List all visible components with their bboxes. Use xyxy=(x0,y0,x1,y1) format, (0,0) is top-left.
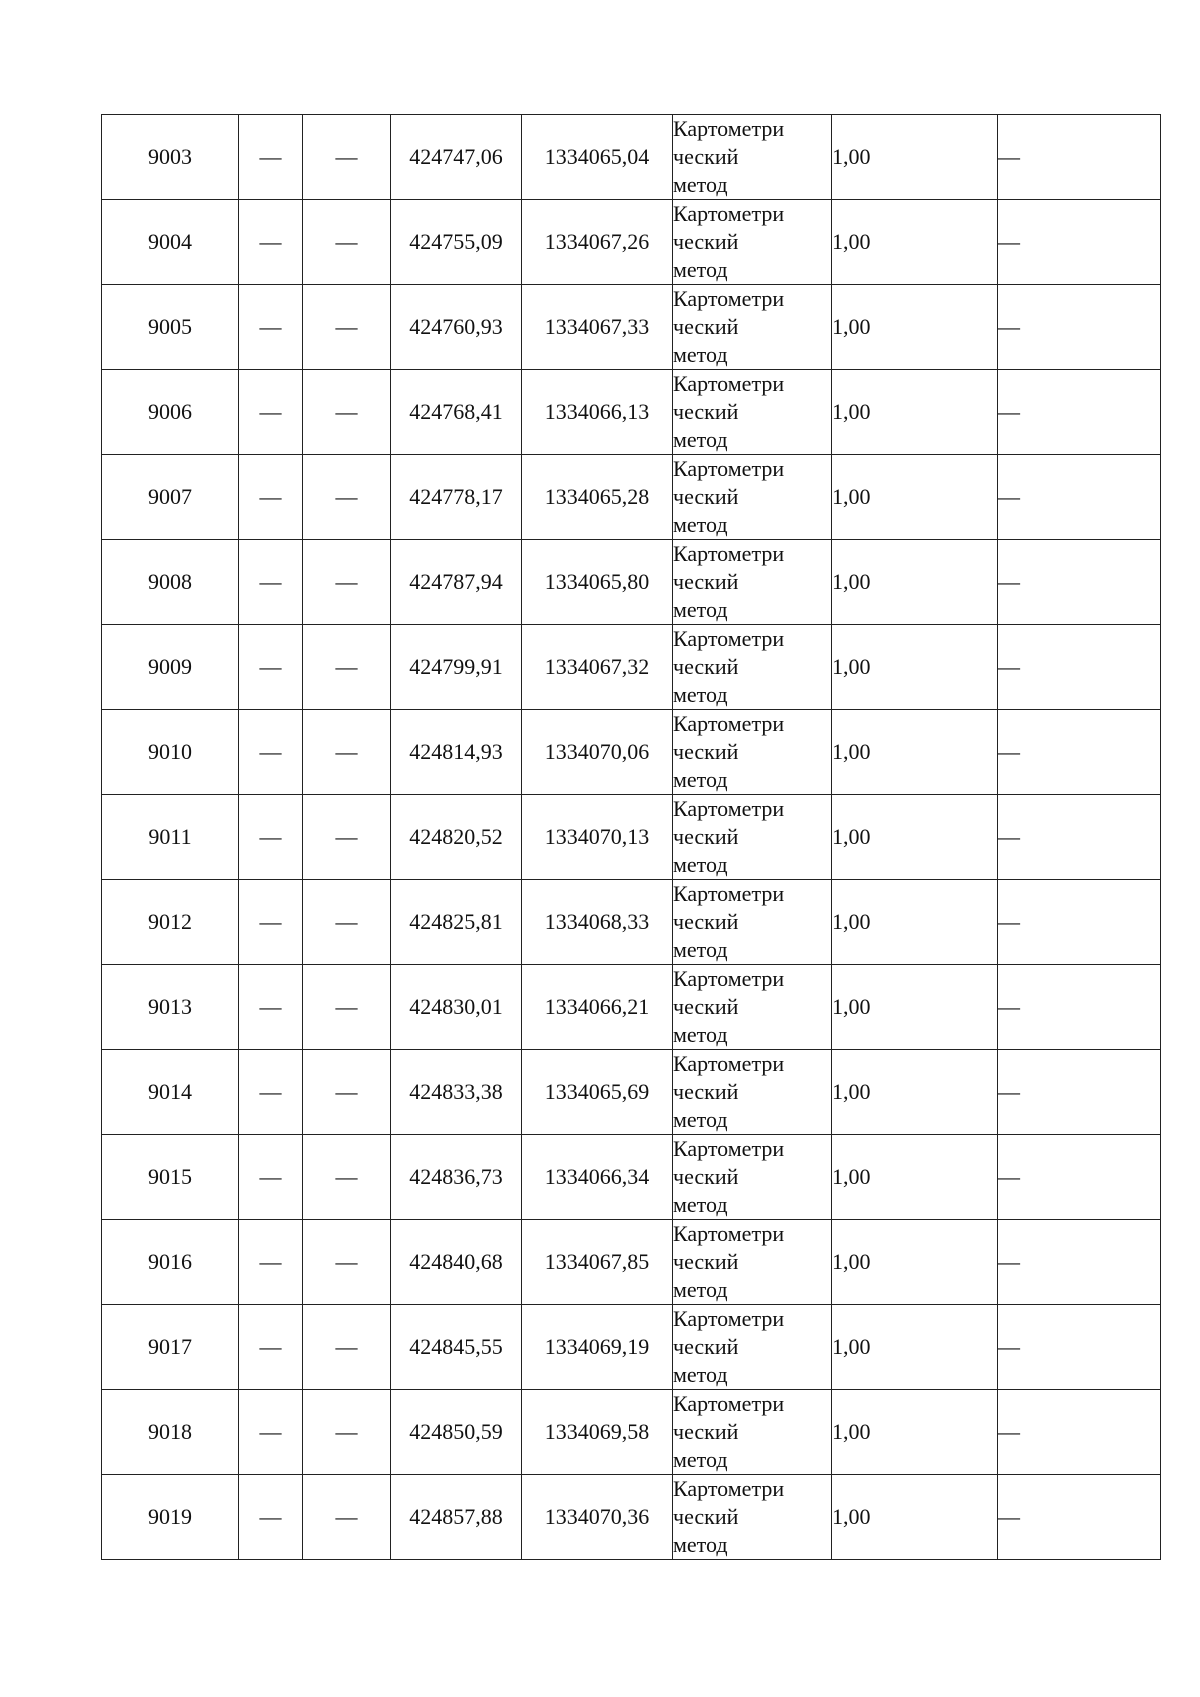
description-cell: — xyxy=(998,1220,1161,1305)
method-text-line: Картометри xyxy=(673,881,785,906)
method-text-line: ческий xyxy=(673,1334,739,1359)
description-cell: — xyxy=(998,1050,1161,1135)
y-coordinate-cell: 1334067,85 xyxy=(522,1220,673,1305)
method-text-line: метод xyxy=(673,597,728,622)
description-cell: — xyxy=(998,710,1161,795)
method-text-line: метод xyxy=(673,1277,728,1302)
empty-dash-cell: — xyxy=(303,625,391,710)
point-number-cell: 9009 xyxy=(102,625,239,710)
method-text-line: ческий xyxy=(673,1249,739,1274)
x-coordinate-cell: 424747,06 xyxy=(391,115,522,200)
method-text-line: Картометри xyxy=(673,1306,785,1331)
method-text-line: Картометри xyxy=(673,286,785,311)
x-coordinate-cell: 424814,93 xyxy=(391,710,522,795)
method-cell xyxy=(673,1390,832,1475)
empty-dash-cell: — xyxy=(239,710,303,795)
method-text-line: метод xyxy=(673,767,728,792)
accuracy-cell: 1,00 xyxy=(832,455,998,540)
method-cell xyxy=(673,965,832,1050)
empty-dash-cell: — xyxy=(303,1135,391,1220)
accuracy-cell: 1,00 xyxy=(832,285,998,370)
empty-dash-cell: — xyxy=(239,1135,303,1220)
x-coordinate-cell: 424836,73 xyxy=(391,1135,522,1220)
method-text-line: ческий xyxy=(673,229,739,254)
x-coordinate-cell: 424845,55 xyxy=(391,1305,522,1390)
empty-dash-cell: — xyxy=(239,115,303,200)
method-cell xyxy=(673,710,832,795)
point-number-cell: 9005 xyxy=(102,285,239,370)
accuracy-cell: 1,00 xyxy=(832,540,998,625)
y-coordinate-cell: 1334066,34 xyxy=(522,1135,673,1220)
method-text-line: метод xyxy=(673,172,728,197)
accuracy-cell: 1,00 xyxy=(832,200,998,285)
accuracy-cell: 1,00 xyxy=(832,1050,998,1135)
method-cell xyxy=(673,1475,832,1560)
method-text-line: Картометри xyxy=(673,711,785,736)
method-cell xyxy=(673,1220,832,1305)
method-cell xyxy=(673,115,832,200)
y-coordinate-cell: 1334066,13 xyxy=(522,370,673,455)
method-text-line: Картометри xyxy=(673,1391,785,1416)
description-cell: — xyxy=(998,1135,1161,1220)
empty-dash-cell: — xyxy=(239,285,303,370)
point-number-cell: 9012 xyxy=(102,880,239,965)
point-number-cell: 9006 xyxy=(102,370,239,455)
method-text-line: метод xyxy=(673,937,728,962)
table-row xyxy=(102,625,1161,710)
table-row xyxy=(102,540,1161,625)
table-row xyxy=(102,1135,1161,1220)
description-cell: — xyxy=(998,625,1161,710)
method-text-line: метод xyxy=(673,1447,728,1472)
y-coordinate-cell: 1334065,69 xyxy=(522,1050,673,1135)
method-cell xyxy=(673,625,832,710)
method-text-line: метод xyxy=(673,1362,728,1387)
point-number-cell: 9008 xyxy=(102,540,239,625)
accuracy-cell: 1,00 xyxy=(832,1475,998,1560)
point-number-cell: 9018 xyxy=(102,1390,239,1475)
coordinates-table-body xyxy=(102,115,1161,1560)
table-row xyxy=(102,455,1161,540)
empty-dash-cell: — xyxy=(239,880,303,965)
empty-dash-cell: — xyxy=(303,880,391,965)
x-coordinate-cell: 424755,09 xyxy=(391,200,522,285)
empty-dash-cell: — xyxy=(303,1475,391,1560)
point-number-cell: 9015 xyxy=(102,1135,239,1220)
empty-dash-cell: — xyxy=(303,710,391,795)
method-text-line: ческий xyxy=(673,314,739,339)
x-coordinate-cell: 424778,17 xyxy=(391,455,522,540)
accuracy-cell: 1,00 xyxy=(832,1305,998,1390)
accuracy-cell: 1,00 xyxy=(832,880,998,965)
table-row xyxy=(102,1305,1161,1390)
y-coordinate-cell: 1334069,58 xyxy=(522,1390,673,1475)
x-coordinate-cell: 424820,52 xyxy=(391,795,522,880)
table-row xyxy=(102,1050,1161,1135)
method-text-line: метод xyxy=(673,1192,728,1217)
description-cell: — xyxy=(998,965,1161,1050)
method-cell xyxy=(673,540,832,625)
point-number-cell: 9011 xyxy=(102,795,239,880)
y-coordinate-cell: 1334065,04 xyxy=(522,115,673,200)
coordinates-table xyxy=(101,114,1161,1560)
description-cell: — xyxy=(998,455,1161,540)
description-cell: — xyxy=(998,1475,1161,1560)
x-coordinate-cell: 424825,81 xyxy=(391,880,522,965)
y-coordinate-cell: 1334066,21 xyxy=(522,965,673,1050)
method-text-line: метод xyxy=(673,257,728,282)
description-cell: — xyxy=(998,115,1161,200)
empty-dash-cell: — xyxy=(303,200,391,285)
method-text-line: ческий xyxy=(673,739,739,764)
method-text-line: Картометри xyxy=(673,626,785,651)
y-coordinate-cell: 1334070,06 xyxy=(522,710,673,795)
empty-dash-cell: — xyxy=(239,965,303,1050)
description-cell: — xyxy=(998,1390,1161,1475)
description-cell: — xyxy=(998,285,1161,370)
method-text-line: метод xyxy=(673,342,728,367)
accuracy-cell: 1,00 xyxy=(832,1135,998,1220)
table-row xyxy=(102,880,1161,965)
method-text-line: Картометри xyxy=(673,456,785,481)
method-text-line: Картометри xyxy=(673,1136,785,1161)
method-text-line: метод xyxy=(673,682,728,707)
accuracy-cell: 1,00 xyxy=(832,965,998,1050)
method-text-line: Картометри xyxy=(673,541,785,566)
x-coordinate-cell: 424833,38 xyxy=(391,1050,522,1135)
empty-dash-cell: — xyxy=(239,1475,303,1560)
table-row xyxy=(102,795,1161,880)
empty-dash-cell: — xyxy=(303,455,391,540)
x-coordinate-cell: 424850,59 xyxy=(391,1390,522,1475)
empty-dash-cell: — xyxy=(239,1050,303,1135)
y-coordinate-cell: 1334069,19 xyxy=(522,1305,673,1390)
method-text-line: ческий xyxy=(673,399,739,424)
method-text-line: Картометри xyxy=(673,966,785,991)
empty-dash-cell: — xyxy=(303,795,391,880)
point-number-cell: 9004 xyxy=(102,200,239,285)
accuracy-cell: 1,00 xyxy=(832,625,998,710)
table-row xyxy=(102,710,1161,795)
description-cell: — xyxy=(998,880,1161,965)
accuracy-cell: 1,00 xyxy=(832,115,998,200)
point-number-cell: 9010 xyxy=(102,710,239,795)
table-row xyxy=(102,370,1161,455)
point-number-cell: 9016 xyxy=(102,1220,239,1305)
table-row xyxy=(102,965,1161,1050)
method-text-line: Картометри xyxy=(673,116,785,141)
method-text-line: Картометри xyxy=(673,201,785,226)
empty-dash-cell: — xyxy=(303,370,391,455)
description-cell: — xyxy=(998,540,1161,625)
accuracy-cell: 1,00 xyxy=(832,710,998,795)
empty-dash-cell: — xyxy=(239,540,303,625)
y-coordinate-cell: 1334067,32 xyxy=(522,625,673,710)
empty-dash-cell: — xyxy=(239,1305,303,1390)
method-cell xyxy=(673,370,832,455)
point-number-cell: 9019 xyxy=(102,1475,239,1560)
method-text-line: Картометри xyxy=(673,1221,785,1246)
empty-dash-cell: — xyxy=(239,370,303,455)
method-text-line: ческий xyxy=(673,144,739,169)
empty-dash-cell: — xyxy=(303,540,391,625)
empty-dash-cell: — xyxy=(239,455,303,540)
method-text-line: ческий xyxy=(673,569,739,594)
x-coordinate-cell: 424857,88 xyxy=(391,1475,522,1560)
method-cell xyxy=(673,1050,832,1135)
empty-dash-cell: — xyxy=(303,115,391,200)
accuracy-cell: 1,00 xyxy=(832,795,998,880)
method-cell xyxy=(673,455,832,540)
y-coordinate-cell: 1334065,80 xyxy=(522,540,673,625)
empty-dash-cell: — xyxy=(303,965,391,1050)
method-text-line: ческий xyxy=(673,1164,739,1189)
method-text-line: метод xyxy=(673,852,728,877)
method-cell xyxy=(673,1135,832,1220)
table-row xyxy=(102,115,1161,200)
table-row xyxy=(102,1220,1161,1305)
method-text-line: метод xyxy=(673,1107,728,1132)
y-coordinate-cell: 1334067,33 xyxy=(522,285,673,370)
point-number-cell: 9007 xyxy=(102,455,239,540)
method-text-line: метод xyxy=(673,512,728,537)
method-text-line: Картометри xyxy=(673,796,785,821)
empty-dash-cell: — xyxy=(239,625,303,710)
empty-dash-cell: — xyxy=(239,200,303,285)
method-text-line: ческий xyxy=(673,1504,739,1529)
method-cell xyxy=(673,200,832,285)
method-text-line: метод xyxy=(673,1532,728,1557)
empty-dash-cell: — xyxy=(239,1220,303,1305)
method-cell xyxy=(673,880,832,965)
description-cell: — xyxy=(998,370,1161,455)
point-number-cell: 9014 xyxy=(102,1050,239,1135)
method-cell xyxy=(673,795,832,880)
method-text-line: ческий xyxy=(673,484,739,509)
y-coordinate-cell: 1334065,28 xyxy=(522,455,673,540)
empty-dash-cell: — xyxy=(303,1220,391,1305)
y-coordinate-cell: 1334067,26 xyxy=(522,200,673,285)
point-number-cell: 9013 xyxy=(102,965,239,1050)
table-row xyxy=(102,200,1161,285)
empty-dash-cell: — xyxy=(239,795,303,880)
method-text-line: метод xyxy=(673,1022,728,1047)
method-text-line: Картометри xyxy=(673,1051,785,1076)
method-text-line: ческий xyxy=(673,994,739,1019)
y-coordinate-cell: 1334070,13 xyxy=(522,795,673,880)
point-number-cell: 9017 xyxy=(102,1305,239,1390)
empty-dash-cell: — xyxy=(239,1390,303,1475)
table-row xyxy=(102,1475,1161,1560)
description-cell: — xyxy=(998,200,1161,285)
x-coordinate-cell: 424787,94 xyxy=(391,540,522,625)
accuracy-cell: 1,00 xyxy=(832,1390,998,1475)
y-coordinate-cell: 1334070,36 xyxy=(522,1475,673,1560)
empty-dash-cell: — xyxy=(303,1390,391,1475)
x-coordinate-cell: 424840,68 xyxy=(391,1220,522,1305)
method-cell xyxy=(673,1305,832,1390)
point-number-cell: 9003 xyxy=(102,115,239,200)
description-cell: — xyxy=(998,1305,1161,1390)
method-text-line: ческий xyxy=(673,654,739,679)
empty-dash-cell: — xyxy=(303,1050,391,1135)
x-coordinate-cell: 424830,01 xyxy=(391,965,522,1050)
empty-dash-cell: — xyxy=(303,1305,391,1390)
method-text-line: метод xyxy=(673,427,728,452)
accuracy-cell: 1,00 xyxy=(832,1220,998,1305)
y-coordinate-cell: 1334068,33 xyxy=(522,880,673,965)
method-text-line: ческий xyxy=(673,1419,739,1444)
method-text-line: ческий xyxy=(673,824,739,849)
method-cell xyxy=(673,285,832,370)
table-row xyxy=(102,285,1161,370)
method-text-line: Картометри xyxy=(673,371,785,396)
method-text-line: ческий xyxy=(673,1079,739,1104)
accuracy-cell: 1,00 xyxy=(832,370,998,455)
x-coordinate-cell: 424768,41 xyxy=(391,370,522,455)
description-cell: — xyxy=(998,795,1161,880)
method-text-line: ческий xyxy=(673,909,739,934)
table-row xyxy=(102,1390,1161,1475)
method-text-line: Картометри xyxy=(673,1476,785,1501)
x-coordinate-cell: 424760,93 xyxy=(391,285,522,370)
x-coordinate-cell: 424799,91 xyxy=(391,625,522,710)
empty-dash-cell: — xyxy=(303,285,391,370)
